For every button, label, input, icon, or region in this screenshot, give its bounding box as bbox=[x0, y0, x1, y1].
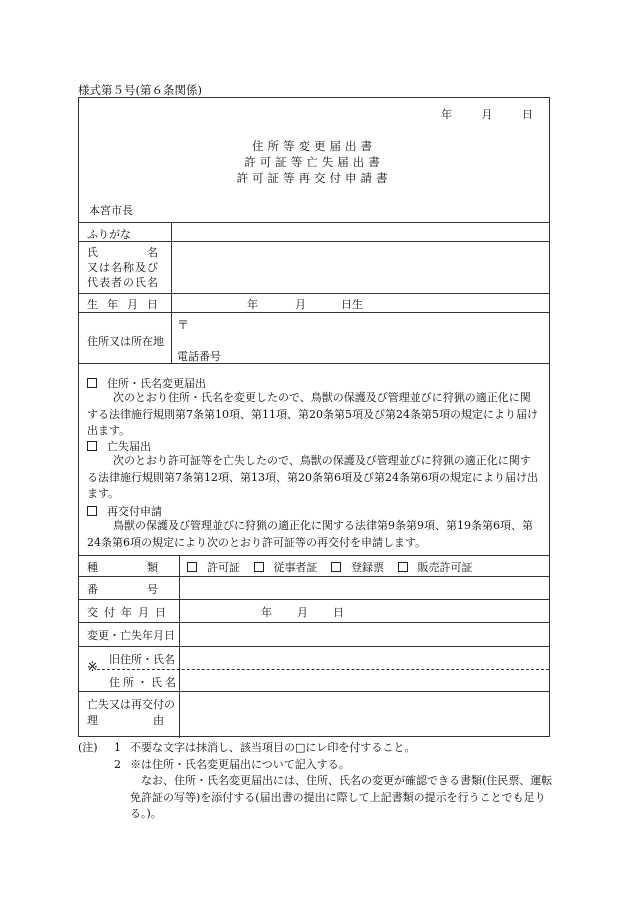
reason-label-line: 理 由 bbox=[87, 714, 164, 727]
divider bbox=[79, 363, 549, 364]
type-option-label: 販売許可証 bbox=[417, 561, 473, 574]
type-option-label: 従事者証 bbox=[273, 561, 318, 574]
note-item bbox=[78, 740, 558, 757]
note-item bbox=[78, 757, 558, 774]
name-label-line: 氏 名 bbox=[87, 246, 159, 259]
form-number-label: 様式第５号(第６条関係) bbox=[78, 83, 202, 97]
name-label-line: 代表者の氏名 bbox=[87, 276, 159, 289]
phone-label: 電話番号 bbox=[177, 350, 221, 363]
divider bbox=[79, 646, 549, 647]
column-divider bbox=[179, 555, 180, 738]
note-text: 不要な文字は抹消し、該当項目の□にレ印を付すること。 bbox=[130, 741, 416, 754]
dashed-divider bbox=[97, 669, 549, 670]
type-label: 種 類 bbox=[87, 561, 159, 574]
furigana-label-text: ふりがな bbox=[87, 228, 131, 241]
name-label-line: 又は名称及び bbox=[87, 261, 159, 274]
divider bbox=[79, 222, 549, 223]
type-options bbox=[187, 559, 473, 575]
address-label: 住所又は所在地 bbox=[87, 335, 164, 348]
checkbox-address-change[interactable] bbox=[87, 378, 97, 388]
issue-day: 日 bbox=[333, 606, 344, 619]
issue-month: 月 bbox=[297, 606, 308, 619]
divider bbox=[79, 312, 549, 313]
birth-date-label: 生年月日 bbox=[87, 298, 167, 311]
divider bbox=[79, 691, 549, 692]
checkbox-registration[interactable] bbox=[331, 562, 341, 572]
section-reissue-heading bbox=[87, 503, 162, 519]
birth-month: 月 bbox=[295, 298, 306, 311]
reason-label bbox=[87, 697, 175, 729]
title-loss-report: 許可証等亡失届出書 bbox=[244, 155, 384, 169]
note-continuation: なお、住所・氏名変更届出には、住所、氏名の変更が確認できる書類(住民票、運転免許証の写等)を添付する(届出書の提出に際して上記書類の提示を行うことでも足りる。)。 bbox=[130, 774, 553, 820]
checkbox-permit[interactable] bbox=[187, 562, 197, 572]
divider bbox=[79, 576, 549, 577]
section-body: 鳥獣の保護及び管理並びに狩猟の適正化に関する法律第9条第9項、第19条第6項、第24条第6項の規定により次のとおり許可証等の再交付を申請します。 bbox=[87, 519, 533, 549]
change-date-label: 変更・亡失年月日 bbox=[87, 629, 175, 642]
title-address-change: 住所等変更届出書 bbox=[252, 139, 376, 153]
section-heading-text: 亡失届出 bbox=[107, 440, 151, 453]
date-month: 月 bbox=[481, 108, 493, 121]
section-address-change-text bbox=[87, 390, 541, 440]
section-body: 次のとおり住所・氏名を変更したので、鳥獣の保護及び管理並びに狩猟の適正化に関する法律施行規則第7条第10項、第11項、第20条第5項及び第24条第5項の規定により届け出ます。 bbox=[87, 391, 538, 437]
form-titles bbox=[79, 138, 549, 186]
note-text: ※は住所・氏名変更届出について記入する。 bbox=[130, 757, 350, 771]
new-address-label: 住所・氏名 bbox=[109, 676, 179, 689]
type-option-label: 許可証 bbox=[207, 561, 240, 574]
addressee: 本宮市長 bbox=[89, 204, 133, 217]
column-divider bbox=[171, 222, 172, 363]
divider bbox=[79, 555, 549, 556]
section-body: 次のとおり許可証等を亡失したので、鳥獣の保護及び管理並びに狩猟の適正化に関する法律施行規則第7条第12項、第13項、第20条第6項及び第24条第6項の規定により届け出ます。 bbox=[87, 454, 538, 500]
divider bbox=[79, 622, 549, 623]
date-day: 日 bbox=[522, 108, 533, 121]
form-frame bbox=[78, 97, 550, 737]
section-heading-text: 住所・氏名変更届出 bbox=[107, 377, 206, 390]
name-label bbox=[87, 245, 167, 290]
section-heading-text: 再交付申請 bbox=[107, 505, 162, 518]
asterisk-mark: ※ bbox=[87, 660, 98, 675]
date-year: 年 bbox=[441, 108, 452, 121]
reason-label-line: 亡失又は再交付の bbox=[87, 698, 175, 711]
note-number: 2 bbox=[114, 757, 121, 771]
birth-day: 日生 bbox=[341, 298, 363, 311]
old-address-label: 旧住所・氏名 bbox=[109, 653, 175, 666]
notes-section bbox=[78, 740, 558, 823]
type-option-label: 登録票 bbox=[351, 561, 384, 574]
section-loss-text bbox=[87, 453, 541, 503]
title-reissue-application: 許可証等再交付申請書 bbox=[236, 171, 392, 185]
divider bbox=[79, 293, 549, 294]
checkbox-sales-permit[interactable] bbox=[398, 562, 408, 572]
section-loss-heading bbox=[87, 438, 151, 454]
divider bbox=[79, 599, 549, 600]
date-header bbox=[415, 106, 533, 122]
number-label: 番 号 bbox=[87, 583, 159, 596]
birth-year: 年 bbox=[247, 298, 258, 311]
checkbox-loss[interactable] bbox=[87, 441, 97, 451]
issue-year: 年 bbox=[261, 606, 272, 619]
postal-mark: 〒 bbox=[177, 318, 190, 332]
checkbox-worker-card[interactable] bbox=[254, 562, 264, 572]
checkbox-reissue[interactable] bbox=[87, 506, 97, 516]
section-address-change-heading bbox=[87, 375, 206, 391]
furigana-label bbox=[87, 226, 165, 242]
section-reissue-text bbox=[87, 518, 541, 551]
notes-prefix: (注) bbox=[78, 741, 98, 754]
note-number: 1 bbox=[114, 741, 121, 754]
issue-date-label: 交付年月日 bbox=[87, 606, 172, 619]
